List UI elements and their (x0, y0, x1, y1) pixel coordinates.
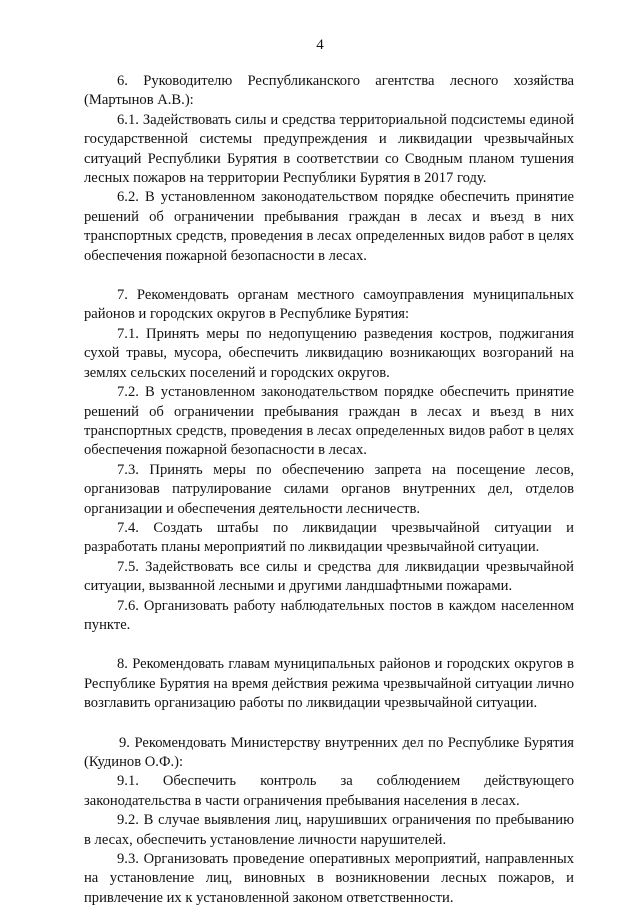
section-7-heading: 7. Рекомендовать органам местного самоуправления муниципальных районов и городских округов в Республике Бурятия: (84, 287, 574, 323)
item-7-2: 7.2. В установленном законодательством порядке обеспечить принятие решений об ограничении пребывания граждан в лесах и въезд в них транспортных средств, проведения в лесах определенных видов работ в целях обеспечения пожарной безопасности в лесах. (84, 384, 574, 459)
page-number: 4 (316, 37, 324, 53)
document-body (84, 72, 574, 908)
item-9-3: 9.3. Организовать проведение оперативных мероприятий, направленных на установление лиц, виновных в возникновении лесных пожаров, и привлечение их к установленной законом ответственности. (84, 851, 574, 906)
item-6-1: 6.1. Задействовать силы и средства территориальной подсистемы единой государственной системы предупреждения и ликвидации чрезвычайных ситуаций Республики Бурятия в соответствии со Сводным планом тушения лесных пожаров на территории Республики Бурятия в 2017 году. (84, 111, 574, 187)
section-8-paragraph: 8. Рекомендовать главам муниципальных районов и городских округов в Республике Бурятия на время действия режима чрезвычайной ситуации лично возглавить организацию работы по ликвидации чрезвычайной ситуации. (84, 656, 574, 712)
item-7-3: 7.3. Принять меры по обеспечению запрета на посещение лесов, организовав патрулирование силами органов внутренних дел, отделов организации и обеспечения деятельности лесничеств. (84, 461, 574, 517)
section-6-heading: 6. Руководителю Республиканского агентства лесного хозяйства (Мартынов А.В.): (84, 73, 574, 109)
item-7-5: 7.5. Задействовать все силы и средства для ликвидации чрезвычайной ситуации, вызванной лесными и другими ландшафтными пожарами. (84, 558, 574, 595)
section-9-heading: 9. Рекомендовать Министерству внутренних дел по Республике Бурятия (Кудинов О.Ф.): (84, 734, 574, 770)
item-7-6: 7.6. Организовать работу наблюдательных постов в каждом населенном пункте. (84, 597, 574, 633)
item-9-1: 9.1. Обеспечить контроль за соблюдением действующего законодательства в части ограничения пребывания населения в лесах. (84, 773, 574, 809)
item-6-2: 6.2. В установленном законодательством порядке обеспечить принятие решений об ограничении пребывания граждан в лесах и въезд в них транспортных средств, проведения в лесах определенных видов работ в целях обеспечения пожарной безопасности в лесах. (84, 189, 574, 264)
item-7-1: 7.1. Принять меры по недопущению разведения костров, поджигания сухой травы, мусора, обеспечить ликвидацию возникающих возгораний на землях сельских поселений и городских округов. (84, 325, 574, 381)
item-9-2: 9.2. В случае выявления лиц, нарушивших ограничения по пребыванию в лесах, обеспечить установление личности нарушителей. (84, 812, 574, 848)
item-7-4: 7.4. Создать штабы по ликвидации чрезвычайной ситуации и разработать планы мероприятий по ликвидации чрезвычайной ситуации. (84, 519, 574, 556)
